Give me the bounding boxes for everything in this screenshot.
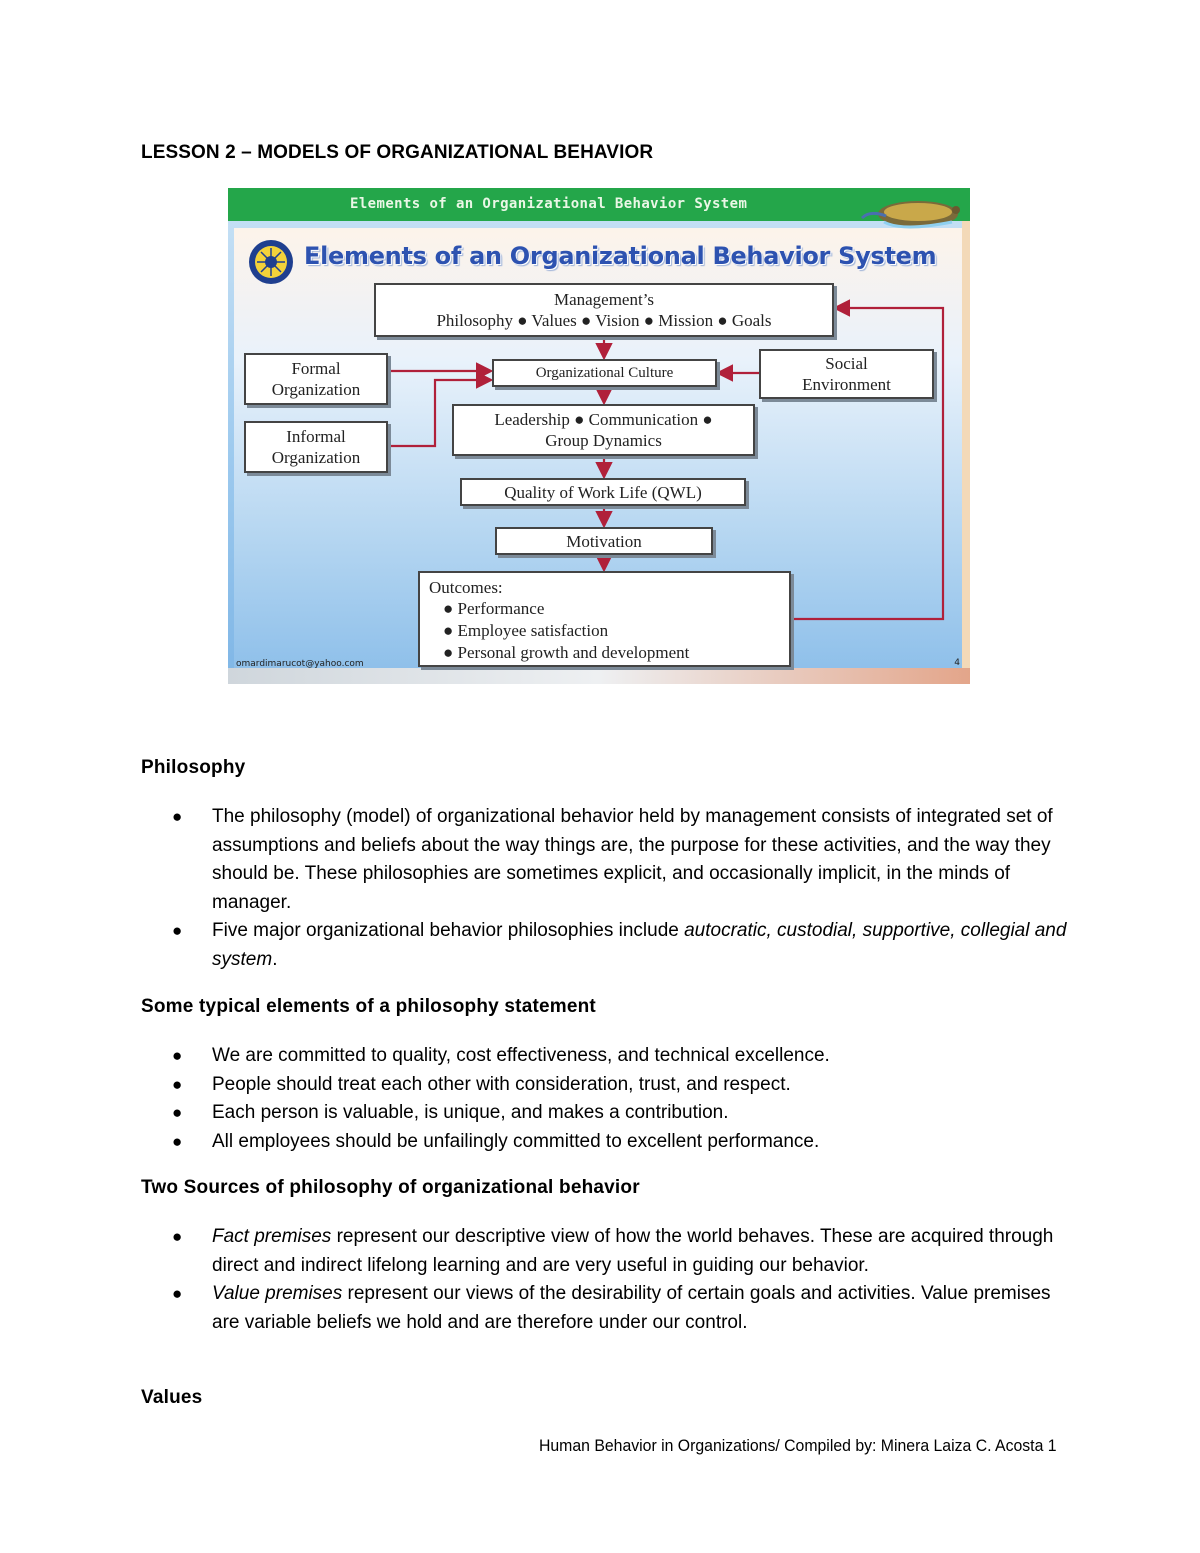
- social-label-1: Social: [825, 354, 868, 373]
- list-item: ● Value premises represent our views of the desirability of certain goals and activities. Value premises are variable beliefs we hold and are therefore under our control.: [0, 1280, 1200, 1337]
- qwl-label: Quality of Work Life (QWL): [504, 483, 702, 502]
- management-philosophy-box: [374, 283, 834, 337]
- list-item: ● Five major organizational behavior philosophies include autocratic, custodial, supportive, collegial and system.: [0, 917, 1200, 974]
- bullet-icon: ●: [172, 1046, 183, 1065]
- outcomes-box: [418, 571, 791, 667]
- sources-heading: Two Sources of philosophy of organizational behavior: [141, 1177, 640, 1198]
- organizational-culture-box: [492, 359, 717, 387]
- list-item: ● People should treat each other with consideration, trust, and respect.: [0, 1071, 1200, 1100]
- list-item: ● We are committed to quality, cost effectiveness, and technical excellence.: [0, 1042, 1200, 1071]
- sources-list: [0, 1223, 1200, 1337]
- bullet-icon: ●: [172, 921, 183, 940]
- outcome-item: ● Personal growth and development: [443, 643, 690, 663]
- culture-label: Organizational Culture: [535, 365, 674, 381]
- bullet-icon: ●: [172, 1284, 183, 1303]
- formal-label-2: Organization: [271, 380, 361, 400]
- slide-heading: Elements of an Organizational Behavior System: [304, 242, 937, 270]
- motivation-box: [495, 527, 713, 555]
- list-item: ● All employees should be unfailingly committed to excellent performance.: [0, 1128, 1200, 1157]
- elements-heading: Some typical elements of a philosophy statement: [141, 996, 596, 1017]
- list-item: ● Fact premises represent our descriptive view of how the world behaves. These are acquired through direct and indirect lifelong learning and are very useful in guiding our behavior.: [0, 1223, 1200, 1280]
- document-title: LESSON 2 – MODELS OF ORGANIZATIONAL BEHAVIOR: [141, 142, 654, 163]
- formal-label-1: Formal: [291, 359, 341, 378]
- bullet-icon: ●: [172, 807, 183, 826]
- bullet-icon: ●: [172, 1103, 183, 1122]
- philosophy-list: [0, 803, 1200, 974]
- management-items: Philosophy ● Values ● Vision ● Mission ● Goals: [436, 311, 772, 331]
- page-footer: Human Behavior in Organizations/ Compiled by: Minera Laiza C. Acosta 1: [539, 1436, 1057, 1455]
- ob-system-figure: [228, 188, 970, 684]
- slide-number: 4: [954, 658, 960, 668]
- informal-label-2: Organization: [271, 448, 361, 468]
- list-item: ● Each person is valuable, is unique, and makes a contribution.: [0, 1099, 1200, 1128]
- leadership-label-2: Group Dynamics: [545, 431, 662, 451]
- philosophy-heading: Philosophy: [141, 757, 246, 778]
- informal-label-1: Informal: [286, 427, 346, 446]
- slide-email: omardimarucot@yahoo.com: [236, 659, 364, 669]
- management-label: Management’s: [553, 290, 655, 309]
- informal-organization-box: [244, 421, 388, 473]
- motivation-label: Motivation: [566, 532, 642, 551]
- formal-organization-box: [244, 353, 388, 405]
- list-item: ● The philosophy (model) of organizational behavior held by management consists of integrated set of assumptions and beliefs about the way things are, the purpose for these activities, and the way they should be. These philosophies are sometimes explicit, and occasionally implicit, in the minds of manager.: [0, 803, 1200, 917]
- elements-list: [0, 1042, 1200, 1156]
- values-heading: Values: [141, 1387, 203, 1408]
- social-label-2: Environment: [802, 375, 891, 395]
- outcomes-title: Outcomes:: [429, 578, 503, 597]
- bullet-icon: ●: [172, 1131, 183, 1151]
- bullet-icon: ●: [172, 1074, 183, 1094]
- outcome-item: ● Employee satisfaction: [443, 621, 609, 641]
- leadership-label-1: Leadership ● Communication ●: [494, 410, 713, 429]
- leadership-box: [452, 404, 755, 456]
- outcome-item: ● Performance: [443, 599, 545, 619]
- slide-top-banner-text: Elements of an Organizational Behavior System: [350, 196, 748, 212]
- qwl-box: [460, 478, 746, 506]
- bullet-icon: ●: [172, 1227, 183, 1246]
- social-environment-box: [759, 349, 934, 399]
